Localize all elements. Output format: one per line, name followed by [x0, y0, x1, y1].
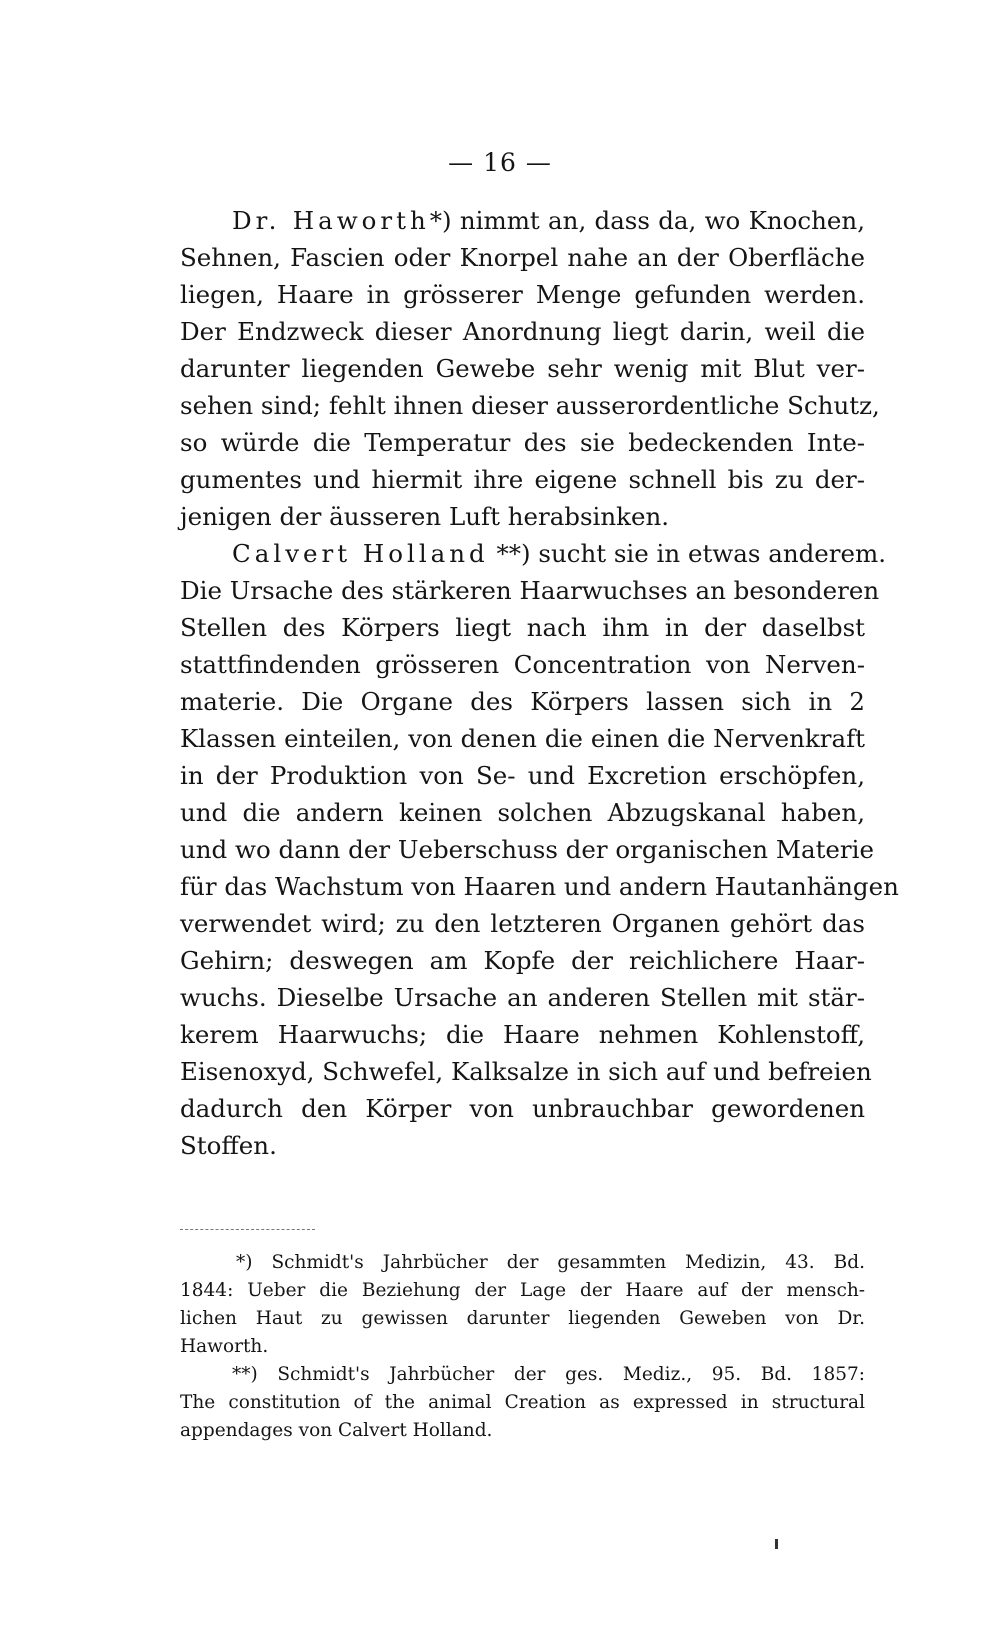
- text-line: wuchs. Dieselbe Ursache an anderen Stellen mit stär-: [180, 983, 865, 1012]
- footnote-line: The constitution of the animal Creation as expressed in structural: [180, 1392, 865, 1413]
- text-line: Dr. Haworth*) nimmt an, dass da, wo Knochen,: [232, 206, 865, 235]
- text-line: Sehnen, Fascien oder Knorpel nahe an der Oberfläche: [180, 243, 865, 272]
- text-line: und wo dann der Ueberschuss der organischen Materie: [180, 835, 874, 864]
- text-line: Die Ursache des stärkeren Haarwuchses an besonderen: [180, 576, 880, 605]
- author-name: Calvert Holland: [232, 539, 489, 568]
- page-number: — 16 —: [448, 148, 552, 177]
- text-line: sehen sind; fehlt ihnen dieser ausserordentliche Schutz,: [180, 391, 880, 420]
- text-line: verwendet wird; zu den letzteren Organen gehört das: [180, 909, 865, 938]
- text-line: dadurch den Körper von unbrauchbar gewordenen: [180, 1094, 865, 1123]
- text-line: und die andern keinen solchen Abzugskanal haben,: [180, 798, 865, 827]
- author-name: Dr. Haworth: [232, 206, 430, 235]
- footnote-line: **) Schmidt's Jahrbücher der ges. Mediz., 95. Bd. 1857:: [232, 1364, 865, 1385]
- text-line: so würde die Temperatur des sie bedeckenden Inte-: [180, 428, 865, 457]
- text-line: liegen, Haare in grösserer Menge gefunden werden.: [180, 280, 865, 309]
- text-line: materie. Die Organe des Körpers lassen sich in 2: [180, 687, 865, 716]
- text-line: Klassen einteilen, von denen die einen die Nervenkraft: [180, 724, 865, 753]
- text-line: Gehirn; deswegen am Kopfe der reichlichere Haar-: [180, 946, 865, 975]
- footnote-line: lichen Haut zu gewissen darunter liegenden Geweben von Dr.: [180, 1308, 865, 1329]
- footnote-line: appendages von Calvert Holland.: [180, 1420, 493, 1441]
- footnote-line: 1844: Ueber die Beziehung der Lage der Haare auf der mensch-: [180, 1280, 865, 1301]
- footnote-line: Haworth.: [180, 1336, 269, 1357]
- print-speck: [775, 1539, 778, 1549]
- text-line: Der Endzweck dieser Anordnung liegt darin, weil die: [180, 317, 865, 346]
- text-line: Stellen des Körpers liegt nach ihm in der daselbst: [180, 613, 865, 642]
- text-line: Stoffen.: [180, 1131, 277, 1160]
- footnote-separator: [180, 1229, 315, 1230]
- text-line: jenigen der äusseren Luft herabsinken.: [180, 502, 670, 531]
- footnote-line: *) Schmidt's Jahrbücher der gesammten Medizin, 43. Bd.: [236, 1252, 865, 1273]
- text-line: gumentes und hiermit ihre eigene schnell bis zu der-: [180, 465, 865, 494]
- text-line: stattfindenden grösseren Concentration von Nerven-: [180, 650, 865, 679]
- text-line: in der Produktion von Se- und Excretion erschöpfen,: [180, 761, 865, 790]
- text-line: kerem Haarwuchs; die Haare nehmen Kohlenstoff,: [180, 1020, 865, 1049]
- text-line: Eisenoxyd, Schwefel, Kalksalze in sich auf und befreien: [180, 1057, 872, 1086]
- text-line: darunter liegenden Gewebe sehr wenig mit Blut ver-: [180, 354, 865, 383]
- text-line: Calvert Holland **) sucht sie in etwas anderem.: [232, 539, 887, 568]
- text-line: für das Wachstum von Haaren und andern Hautanhängen: [180, 872, 899, 901]
